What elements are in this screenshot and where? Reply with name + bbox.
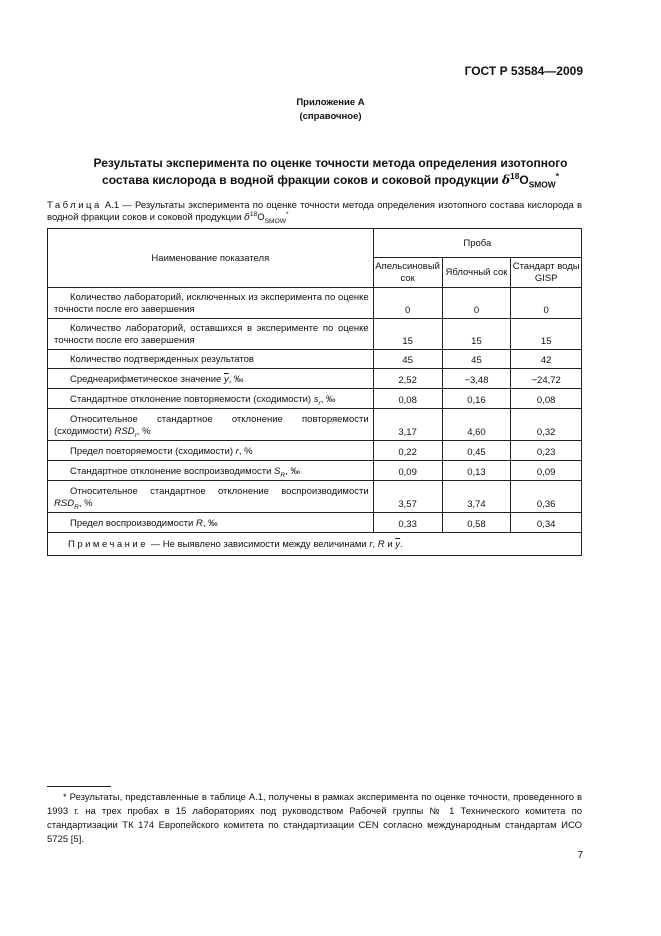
results-table bbox=[47, 228, 582, 556]
row-unit: , ‰ bbox=[320, 394, 336, 405]
symbol: RSD bbox=[54, 498, 75, 509]
row-label bbox=[48, 389, 374, 409]
table-row bbox=[48, 288, 582, 319]
row-unit: , ‰ bbox=[285, 466, 300, 477]
table-row bbox=[48, 481, 582, 513]
symbol: R bbox=[195, 518, 203, 529]
value-cell: 42 bbox=[511, 350, 582, 369]
symbol-R: R bbox=[377, 538, 385, 550]
row-label: Количество лабораторий, исключенных из эксперимента по оценке точности после его завершения bbox=[48, 288, 374, 319]
table-caption-label: Таблица bbox=[47, 200, 102, 211]
row-unit: , % bbox=[238, 446, 253, 457]
row-label bbox=[48, 481, 374, 513]
row-label-text: Предел воспроизводимости bbox=[70, 518, 194, 529]
table-caption-number: А.1 — bbox=[104, 200, 132, 211]
sample-header: Проба bbox=[373, 229, 581, 258]
isotope-superscript: 18 bbox=[510, 171, 520, 181]
value-cell: 3,57 bbox=[373, 481, 442, 513]
row-label-text: Стандартное отклонение воспроизводимости bbox=[70, 466, 272, 477]
table-row bbox=[48, 369, 582, 389]
value-cell: 0,23 bbox=[511, 441, 582, 461]
table-row bbox=[48, 409, 582, 441]
symbol: S bbox=[274, 466, 281, 477]
value-cell: 3,74 bbox=[442, 481, 511, 513]
note-comma: , bbox=[372, 538, 376, 550]
row-label bbox=[48, 461, 374, 481]
title-line-1: Результаты эксперимента по оценке точности метода определения изотопного bbox=[93, 156, 568, 170]
value-cell: 0,08 bbox=[511, 389, 582, 409]
value-cell: 45 bbox=[442, 350, 511, 369]
value-cell: 2,52 bbox=[373, 369, 442, 389]
symbol-r: r bbox=[369, 538, 373, 550]
value-cell: 0 bbox=[442, 288, 511, 319]
value-cell: 0,33 bbox=[373, 513, 442, 533]
title-line-2 bbox=[60, 172, 601, 189]
row-unit: , ‰ bbox=[202, 518, 218, 529]
symbol-subscript: R bbox=[280, 471, 286, 479]
row-label bbox=[48, 513, 374, 533]
standard-number: ГОСТ Р 53584—2009 bbox=[464, 64, 583, 78]
row-label bbox=[48, 409, 374, 441]
note-text: — Не выявлено зависимости между величинами bbox=[150, 538, 367, 550]
table-note bbox=[48, 533, 582, 556]
value-cell: −3,48 bbox=[442, 369, 511, 389]
title-line-2-text: состава кислорода в водной фракции соков и соковой продукции bbox=[102, 173, 499, 187]
table-row bbox=[48, 319, 582, 350]
value-cell: −24,72 bbox=[511, 369, 582, 389]
sample-gisp-water: Стандарт воды GISP bbox=[511, 258, 582, 288]
sample-orange-juice: Апельсиновый сок bbox=[373, 258, 442, 288]
value-cell: 0,22 bbox=[373, 441, 442, 461]
row-label-text: Предел повторяемости (сходимости) bbox=[70, 446, 234, 457]
symbol-subscript: r bbox=[318, 399, 321, 407]
row-label-text: Относительное стандартное отклонение воспроизводимости bbox=[70, 486, 369, 497]
value-cell: 0,09 bbox=[511, 461, 582, 481]
value-cell: 0,16 bbox=[442, 389, 511, 409]
value-cell: 0,08 bbox=[373, 389, 442, 409]
note-label: Примечание bbox=[68, 538, 148, 550]
value-cell: 0 bbox=[511, 288, 582, 319]
smow-subscript: SMOW bbox=[528, 179, 556, 190]
footnote-marker: * bbox=[555, 171, 559, 181]
appendix-heading bbox=[0, 96, 661, 124]
row-unit: , % bbox=[136, 426, 151, 437]
symbol: s bbox=[313, 394, 319, 405]
row-label-text: Относительное стандартное отклонение повторяемости (сходимости) bbox=[54, 414, 369, 437]
value-cell: 0,45 bbox=[442, 441, 511, 461]
footnote-separator bbox=[47, 786, 111, 787]
table-note-row bbox=[48, 533, 582, 556]
appendix-title bbox=[60, 155, 601, 189]
value-cell: 3,17 bbox=[373, 409, 442, 441]
caption-oxygen-symbol: O bbox=[257, 212, 265, 223]
caption-footnote-marker: * bbox=[286, 210, 289, 218]
symbol: RSD bbox=[114, 426, 135, 437]
symbol-y-bar: $\overline{y}$ bbox=[395, 538, 401, 550]
value-cell: 4,60 bbox=[442, 409, 511, 441]
value-cell: 0,34 bbox=[511, 513, 582, 533]
value-cell: 0,13 bbox=[442, 461, 511, 481]
page-number: 7 bbox=[577, 850, 583, 861]
value-cell: 15 bbox=[511, 319, 582, 350]
note-dot: . bbox=[400, 538, 403, 550]
table-row bbox=[48, 513, 582, 533]
row-unit: , % bbox=[78, 498, 93, 509]
symbol: r bbox=[235, 446, 239, 457]
table-row bbox=[48, 389, 582, 409]
caption-delta-symbol: δ bbox=[244, 212, 250, 223]
value-cell: 0 bbox=[373, 288, 442, 319]
indicator-header: Наименование показателя bbox=[48, 229, 374, 288]
value-cell: 0,32 bbox=[511, 409, 582, 441]
footnote: * Результаты, представленные в таблице А.1, получены в рамках эксперимента по оценке точности, проведенного в 1993 г. на трех пробах в 15 лабораториях под руководством Рабочей группы № 1 Технического комитета по стандартизации ТК 174 Европейского комитета по стандартизации CEN согласно международным стандартам ИСО 5725 [5]. bbox=[47, 792, 582, 845]
value-cell: 0,58 bbox=[442, 513, 511, 533]
row-label bbox=[48, 369, 374, 389]
delta-symbol: δ bbox=[502, 173, 511, 187]
value-cell: 15 bbox=[373, 319, 442, 350]
sample-apple-juice: Яблочный сок bbox=[442, 258, 511, 288]
table-header-row bbox=[48, 229, 582, 258]
row-label-text: Среднеарифметическое значение bbox=[70, 374, 222, 385]
table-row bbox=[48, 461, 582, 481]
value-cell: 45 bbox=[373, 350, 442, 369]
caption-smow-subscript: SMOW bbox=[264, 217, 287, 225]
row-label: Количество лабораторий, оставшихся в эксперименте по оценке точности после его завершения bbox=[48, 319, 374, 350]
symbol-subscript: R bbox=[74, 503, 79, 511]
appendix-type: (справочное) bbox=[299, 111, 362, 122]
table-caption bbox=[47, 200, 582, 224]
table-caption-text: Результаты эксперимента по оценке точности метода определения изотопного состава кислорода в водной фракции соков и соковой продукции bbox=[47, 200, 582, 223]
row-label: Количество подтвержденных результатов bbox=[48, 350, 374, 369]
table-row bbox=[48, 441, 582, 461]
symbol-subscript: r bbox=[134, 431, 137, 439]
row-unit: , ‰ bbox=[228, 374, 244, 385]
oxygen-symbol: O bbox=[519, 173, 529, 187]
row-label bbox=[48, 441, 374, 461]
value-cell: 0,36 bbox=[511, 481, 582, 513]
appendix-label: Приложение А bbox=[296, 97, 365, 108]
value-cell: 15 bbox=[442, 319, 511, 350]
symbol-y-bar: $\overline{y}$ bbox=[223, 374, 229, 385]
note-and: и bbox=[387, 538, 393, 550]
value-cell: 0,09 bbox=[373, 461, 442, 481]
row-label-text: Стандартное отклонение повторяемости (сходимости) bbox=[70, 394, 312, 405]
table-row bbox=[48, 350, 582, 369]
caption-isotope-superscript: 18 bbox=[249, 210, 258, 218]
